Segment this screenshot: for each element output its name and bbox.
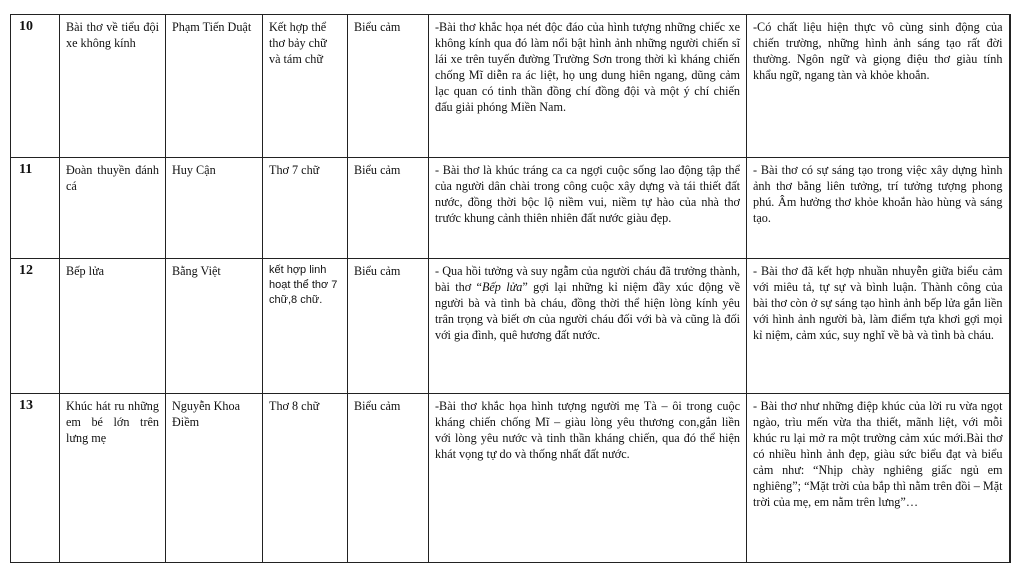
- poem-title: Bếp lửa: [60, 259, 166, 394]
- poem-art: -Có chất liệu hiện thực vô cùng sinh động của chiến trường, những hình ảnh sáng tạo rất đời thường. Ngôn ngữ và giọng điệu thơ giàu tính khẩu ngữ, ngang tàn và khỏe khoắn.: [747, 15, 1010, 158]
- poem-mode: Biểu cảm: [348, 15, 429, 158]
- poem-content: - Bài thơ là khúc tráng ca ca ngợi cuộc sống lao động tập thể của người dân chài trong công cuộc xây dựng và tái thiết đất nước, đồng thời bộc lộ niềm vui, niềm tự hào của nhà thơ trước khung cảnh thiên nhiên đất nước giàu đẹp.: [429, 158, 747, 259]
- row-number: 13: [11, 394, 60, 563]
- poem-table: [10, 14, 1011, 563]
- poem-title: Bài thơ về tiểu đội xe không kính: [60, 15, 166, 158]
- poem-form: Thơ 7 chữ: [263, 158, 348, 259]
- poem-form: Thơ 8 chữ: [263, 394, 348, 563]
- content-italic-title: Bếp lửa: [481, 280, 523, 294]
- table-row: [11, 394, 1010, 563]
- poem-mode: Biểu cảm: [348, 259, 429, 394]
- poem-table-container: [10, 14, 1011, 563]
- poem-content: -Bài thơ khắc họa nét độc đáo của hình tượng những chiếc xe không kính qua đó làm nổi bật hình ảnh những người chiến sĩ lái xe trên tuyến đường Trường Sơn trong thời kì kháng chiến chống Mĩ diễn ra ác liệt, họ ung dung hiên ngang, dũng cảm lạc quan có tinh thần đồng chí đồng đội và một ý chí chiến đấu giải phóng Miền Nam.: [429, 15, 747, 158]
- poem-mode: Biểu cảm: [348, 158, 429, 259]
- row-number: 10: [11, 15, 60, 158]
- poem-title: Khúc hát ru những em bé lớn trên lưng mẹ: [60, 394, 166, 563]
- poem-author: Bằng Việt: [166, 259, 263, 394]
- table-row: [11, 259, 1010, 394]
- poem-mode: Biểu cảm: [348, 394, 429, 563]
- poem-art: - Bài thơ đã kết hợp nhuần nhuyễn giữa biểu cảm với miêu tả, tự sự và bình luận. Thành công của bài thơ còn ở sự sáng tạo hình ảnh bếp lửa gắn liền với hình ảnh người bà, làm điểm tựa khơi gợi mọi kỉ niệm, cảm xúc, suy nghĩ về bà và tình bà cháu.: [747, 259, 1010, 394]
- poem-author: Nguyễn Khoa Điềm: [166, 394, 263, 563]
- poem-content: [429, 259, 747, 394]
- poem-art: - Bài thơ có sự sáng tạo trong việc xây dựng hình ảnh thơ bằng liên tưởng, trí tưởng tượng phong phú. Âm hưởng thơ khỏe khoắn hào hùng và sáng tạo.: [747, 158, 1010, 259]
- table-row: [11, 158, 1010, 259]
- poem-title: Đoàn thuyền đánh cá: [60, 158, 166, 259]
- poem-art: - Bài thơ như những điệp khúc của lời ru vừa ngọt ngào, trìu mến vừa tha thiết, mãnh liệt, với mỗi khúc ru lại mở ra một trường cảm xúc mới.Bài thơ có nhiều hình ảnh đẹp, giàu sức biểu đạt và biểu cảm như: “Nhịp chày nghiêng giấc ngủ em nghiêng”; “Mặt trời của bắp thì nằm trên đồi – Mặt trời của mẹ, em nằm trên lưng”…: [747, 394, 1010, 563]
- table-row: [11, 15, 1010, 158]
- row-number: 11: [11, 158, 60, 259]
- poem-content: -Bài thơ khắc họa hình tượng người mẹ Tà – ôi trong cuộc kháng chiến chống Mĩ – giàu lòng yêu thương con,gắn liền với lòng yêu nước và tinh thần kháng chiến, qua đó thể hiện khát vọng tự do và thống nhất đất nước.: [429, 394, 747, 563]
- poem-author: Phạm Tiến Duật: [166, 15, 263, 158]
- row-number: 12: [11, 259, 60, 394]
- content-text-before: - Qua hồi tưởng và suy ngẫm của người cháu đã trưởng thành, bài thơ “: [435, 264, 740, 294]
- poem-form: kết hợp linh hoạt thể thơ 7 chữ,8 chữ.: [263, 259, 348, 394]
- poem-form: Kết hợp thể thơ bảy chữ và tám chữ: [263, 15, 348, 158]
- content-text-after: ” gợi lại những kỉ niệm đầy xúc động về người bà và tình bà cháu, đồng thời thể hiện lòng kính yêu trân trọng và biết ơn của người cháu đối với bà và cũng là đối với gia đình, quê hương đất nước.: [435, 280, 740, 342]
- poem-author: Huy Cận: [166, 158, 263, 259]
